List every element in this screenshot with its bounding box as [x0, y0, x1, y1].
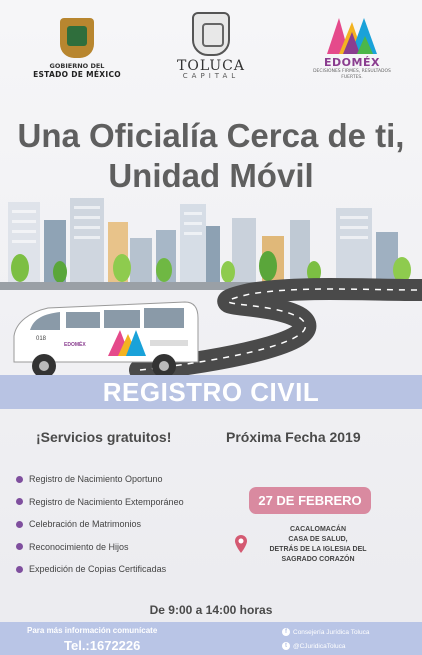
van	[14, 302, 198, 378]
bullet-dot-icon	[16, 498, 23, 505]
bullet-dot-icon	[16, 521, 23, 528]
toluca-capital-logo	[166, 12, 256, 80]
list-item	[16, 513, 184, 536]
services-list	[16, 468, 184, 581]
van-number: 018	[36, 336, 47, 342]
place-line3: DETRÁS DE LA IGLESIA DEL	[269, 546, 367, 553]
edomex-slogan: DECISIONES FIRMES, RESULTADOS FUERTES.	[313, 69, 391, 80]
gobierno-line2: ESTADO DE MÉXICO	[33, 70, 121, 79]
city-illustration	[0, 190, 422, 390]
headline-line2: Unidad Móvil	[108, 157, 314, 194]
date-badge: 27 DE FEBRERO	[249, 487, 371, 514]
band-title: REGISTRO CIVIL	[102, 377, 320, 407]
registro-civil-band	[0, 375, 422, 409]
edomex-logo	[302, 18, 402, 81]
facebook-link[interactable]	[282, 628, 369, 636]
service-label: Celebración de Matrimonios	[29, 519, 142, 530]
service-label: Registro de Nacimiento Oportuno	[29, 474, 163, 485]
twitter-icon: t	[282, 642, 290, 650]
city-scene	[0, 190, 422, 390]
place-line1: CACALOMACÁN	[290, 526, 346, 533]
place-line2: CASA DE SALUD,	[288, 536, 348, 543]
facebook-icon: f	[282, 628, 290, 636]
bullet-dot-icon	[16, 543, 23, 550]
gobierno-estado-logo	[22, 18, 132, 79]
list-item	[16, 468, 184, 491]
service-label: Reconocimiento de Hijos	[29, 541, 129, 552]
footer-phone[interactable]: Tel.:1672226	[64, 638, 141, 653]
bullet-dot-icon	[16, 476, 23, 483]
twitter-label: @CJuridicaToluca	[293, 642, 346, 650]
headline-line1: Una Oficialía Cerca de ti,	[17, 117, 405, 154]
toluca-sub: CAPITAL	[182, 72, 240, 80]
van-brand: EDOMÉX	[64, 342, 86, 348]
list-item	[16, 491, 184, 514]
headline	[0, 116, 422, 196]
footer	[0, 622, 422, 655]
list-item	[16, 558, 184, 581]
horario: De 9:00 a 14:00 horas	[149, 603, 273, 617]
location-pin-icon	[235, 535, 247, 553]
coat-of-arms-icon	[60, 18, 94, 58]
service-label: Registro de Nacimiento Extemporáneo	[29, 496, 184, 507]
edomex-name: EDOMÉX	[324, 56, 380, 69]
edomex-triangles-icon	[327, 18, 377, 54]
servicios-title: ¡Servicios gratuitos!	[36, 429, 172, 445]
bullet-dot-icon	[16, 566, 23, 573]
place-line4: SAGRADO CORAZÓN	[281, 556, 355, 563]
facebook-label: Consejería Jurídica Toluca	[293, 628, 370, 636]
list-item	[16, 536, 184, 559]
proxima-fecha-title: Próxima Fecha 2019	[226, 429, 361, 445]
gobierno-line1: GOBIERNO DEL	[49, 62, 105, 70]
service-label: Expedición de Copias Certificadas	[29, 564, 167, 575]
toluca-name: TOLUCA	[177, 58, 245, 74]
twitter-link[interactable]	[282, 642, 345, 650]
toluca-crest-icon	[192, 12, 230, 56]
footer-info: Para más información comunícate	[27, 626, 158, 635]
event-location	[258, 525, 378, 565]
